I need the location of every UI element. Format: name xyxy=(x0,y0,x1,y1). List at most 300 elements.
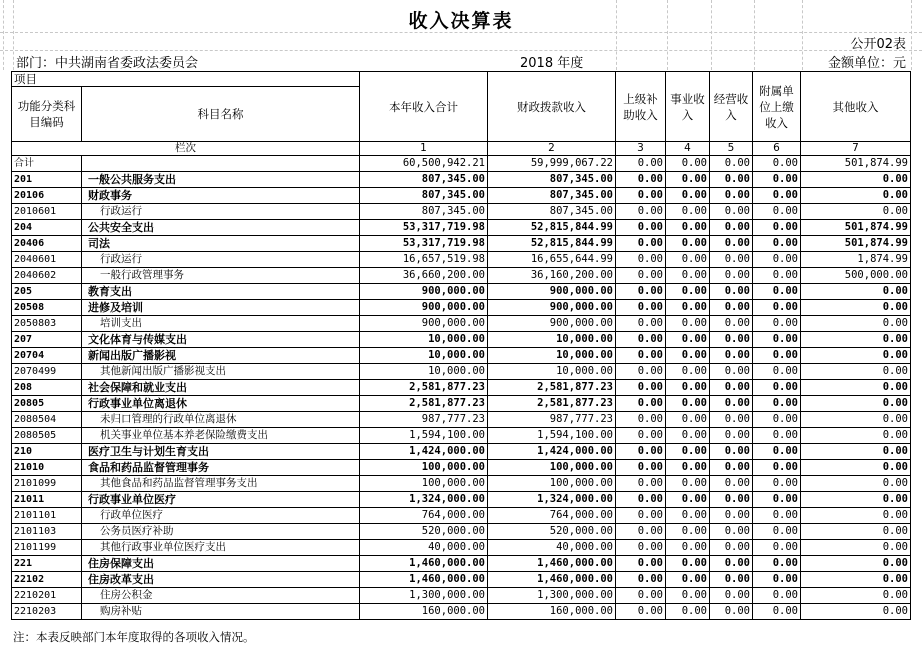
amount-cell: 10,000.00 xyxy=(488,348,616,364)
amount-cell: 0.00 xyxy=(616,572,666,588)
subject-code: 2080504 xyxy=(12,412,82,428)
table-row xyxy=(12,396,911,412)
amount-cell: 0.00 xyxy=(710,556,753,572)
amount-cell: 0.00 xyxy=(753,508,801,524)
amount-unit: 金额单位：元 xyxy=(827,56,906,71)
amount-cell: 0.00 xyxy=(616,204,666,220)
subject-code: 20106 xyxy=(12,188,82,204)
subject-name: 住房公积金 xyxy=(82,588,360,604)
table-row xyxy=(12,524,911,540)
amount-cell: 2,581,877.23 xyxy=(488,380,616,396)
amount-cell: 501,874.99 xyxy=(801,236,911,252)
subject-code: 2101103 xyxy=(12,524,82,540)
subject-name: 购房补贴 xyxy=(82,604,360,620)
subject-name: 文化体育与传媒支出 xyxy=(82,332,360,348)
col-header-operation: 经营收入 xyxy=(710,72,753,142)
amount-cell: 1,300,000.00 xyxy=(488,588,616,604)
subject-code: 2050803 xyxy=(12,316,82,332)
amount-cell: 36,160,200.00 xyxy=(488,268,616,284)
column-number: 4 xyxy=(666,142,710,156)
amount-cell: 0.00 xyxy=(616,412,666,428)
col-header-fiscal: 财政拨款收入 xyxy=(488,72,616,142)
subject-name: 住房保障支出 xyxy=(82,556,360,572)
amount-cell: 0.00 xyxy=(616,476,666,492)
amount-cell: 0.00 xyxy=(801,396,911,412)
amount-cell: 16,657,519.98 xyxy=(360,252,488,268)
amount-cell: 0.00 xyxy=(666,188,710,204)
column-number: 2 xyxy=(488,142,616,156)
amount-cell: 0.00 xyxy=(666,460,710,476)
subject-name xyxy=(82,156,360,172)
amount-cell: 0.00 xyxy=(753,236,801,252)
amount-cell: 0.00 xyxy=(666,540,710,556)
amount-cell: 0.00 xyxy=(753,156,801,172)
amount-cell: 0.00 xyxy=(801,524,911,540)
amount-cell: 1,324,000.00 xyxy=(488,492,616,508)
subject-code: 2210203 xyxy=(12,604,82,620)
amount-cell: 900,000.00 xyxy=(360,316,488,332)
header-row xyxy=(12,72,911,87)
amount-cell: 0.00 xyxy=(666,444,710,460)
amount-cell: 0.00 xyxy=(616,492,666,508)
amount-cell: 0.00 xyxy=(710,540,753,556)
subject-code: 2101101 xyxy=(12,508,82,524)
amount-cell: 1,594,100.00 xyxy=(488,428,616,444)
amount-cell: 0.00 xyxy=(801,556,911,572)
amount-cell: 0.00 xyxy=(801,476,911,492)
amount-cell: 10,000.00 xyxy=(360,332,488,348)
subject-name: 公共安全支出 xyxy=(82,220,360,236)
table-row xyxy=(12,284,911,300)
amount-cell: 0.00 xyxy=(710,204,753,220)
table-row xyxy=(12,252,911,268)
amount-cell: 0.00 xyxy=(753,188,801,204)
subject-code: 21010 xyxy=(12,460,82,476)
amount-cell: 0.00 xyxy=(616,300,666,316)
amount-cell: 0.00 xyxy=(616,252,666,268)
amount-cell: 0.00 xyxy=(753,316,801,332)
subject-name: 行政运行 xyxy=(82,204,360,220)
subject-code: 205 xyxy=(12,284,82,300)
amount-cell: 160,000.00 xyxy=(488,604,616,620)
amount-cell: 0.00 xyxy=(666,348,710,364)
table-row xyxy=(12,540,911,556)
column-number-row xyxy=(12,142,911,156)
subject-code: 22102 xyxy=(12,572,82,588)
amount-cell: 0.00 xyxy=(710,524,753,540)
column-number: 1 xyxy=(360,142,488,156)
amount-cell: 0.00 xyxy=(666,284,710,300)
subject-code: 2210201 xyxy=(12,588,82,604)
amount-cell: 2,581,877.23 xyxy=(360,380,488,396)
table-row xyxy=(12,444,911,460)
amount-cell: 0.00 xyxy=(710,412,753,428)
amount-cell: 0.00 xyxy=(666,252,710,268)
amount-cell: 807,345.00 xyxy=(360,172,488,188)
amount-cell: 0.00 xyxy=(801,572,911,588)
amount-cell: 0.00 xyxy=(801,380,911,396)
subject-name: 进修及培训 xyxy=(82,300,360,316)
subject-name: 行政运行 xyxy=(82,252,360,268)
amount-cell: 0.00 xyxy=(753,476,801,492)
amount-cell: 0.00 xyxy=(801,332,911,348)
amount-cell: 0.00 xyxy=(710,252,753,268)
amount-cell: 0.00 xyxy=(710,348,753,364)
amount-cell: 2,581,877.23 xyxy=(488,396,616,412)
amount-cell: 0.00 xyxy=(666,316,710,332)
amount-cell: 900,000.00 xyxy=(488,300,616,316)
amount-cell: 1,460,000.00 xyxy=(360,572,488,588)
amount-cell: 0.00 xyxy=(801,348,911,364)
amount-cell: 40,000.00 xyxy=(360,540,488,556)
amount-cell: 0.00 xyxy=(801,188,911,204)
subject-code: 2040602 xyxy=(12,268,82,284)
amount-cell: 0.00 xyxy=(801,492,911,508)
table-row xyxy=(12,412,911,428)
amount-cell: 900,000.00 xyxy=(488,316,616,332)
amount-cell: 0.00 xyxy=(710,476,753,492)
amount-cell: 0.00 xyxy=(753,428,801,444)
amount-cell: 0.00 xyxy=(666,172,710,188)
subject-code: 20406 xyxy=(12,236,82,252)
form-code: 公开02表 xyxy=(850,37,906,52)
amount-cell: 0.00 xyxy=(616,156,666,172)
subject-name: 公务员医疗补助 xyxy=(82,524,360,540)
subject-name: 教育支出 xyxy=(82,284,360,300)
amount-cell: 0.00 xyxy=(666,492,710,508)
amount-cell: 0.00 xyxy=(753,348,801,364)
amount-cell: 900,000.00 xyxy=(488,284,616,300)
subject-code: 2010601 xyxy=(12,204,82,220)
amount-cell: 100,000.00 xyxy=(360,476,488,492)
report-title: 收入决算表 xyxy=(408,10,514,32)
amount-cell: 0.00 xyxy=(616,380,666,396)
subject-name: 行政事业单位医疗 xyxy=(82,492,360,508)
amount-cell: 0.00 xyxy=(753,364,801,380)
amount-cell: 0.00 xyxy=(710,156,753,172)
subject-name: 社会保障和就业支出 xyxy=(82,380,360,396)
amount-cell: 0.00 xyxy=(616,236,666,252)
amount-cell: 1,324,000.00 xyxy=(360,492,488,508)
amount-cell: 0.00 xyxy=(801,604,911,620)
subject-name: 一般行政管理事务 xyxy=(82,268,360,284)
amount-cell: 0.00 xyxy=(666,380,710,396)
subject-code: 2040601 xyxy=(12,252,82,268)
amount-cell: 0.00 xyxy=(753,604,801,620)
amount-cell: 53,317,719.98 xyxy=(360,220,488,236)
subject-name: 财政事务 xyxy=(82,188,360,204)
amount-cell: 0.00 xyxy=(666,156,710,172)
amount-cell: 0.00 xyxy=(666,572,710,588)
table-row xyxy=(12,428,911,444)
income-table xyxy=(11,71,911,620)
table-row xyxy=(12,476,911,492)
amount-cell: 0.00 xyxy=(753,252,801,268)
amount-cell: 10,000.00 xyxy=(360,348,488,364)
amount-cell: 0.00 xyxy=(710,332,753,348)
amount-cell: 10,000.00 xyxy=(488,332,616,348)
amount-cell: 0.00 xyxy=(801,588,911,604)
amount-cell: 0.00 xyxy=(710,428,753,444)
subject-code: 20704 xyxy=(12,348,82,364)
amount-cell: 0.00 xyxy=(710,380,753,396)
table-row xyxy=(12,172,911,188)
amount-cell: 0.00 xyxy=(753,540,801,556)
amount-cell: 2,581,877.23 xyxy=(360,396,488,412)
subject-code: 2101099 xyxy=(12,476,82,492)
amount-cell: 60,500,942.21 xyxy=(360,156,488,172)
amount-cell: 501,874.99 xyxy=(801,220,911,236)
table-row xyxy=(12,492,911,508)
subject-name: 住房改革支出 xyxy=(82,572,360,588)
amount-cell: 0.00 xyxy=(710,588,753,604)
amount-cell: 0.00 xyxy=(753,284,801,300)
subject-code: 210 xyxy=(12,444,82,460)
amount-cell: 0.00 xyxy=(616,524,666,540)
amount-cell: 764,000.00 xyxy=(360,508,488,524)
amount-cell: 0.00 xyxy=(801,300,911,316)
amount-cell: 59,999,067.22 xyxy=(488,156,616,172)
amount-cell: 0.00 xyxy=(616,364,666,380)
amount-cell: 1,874.99 xyxy=(801,252,911,268)
amount-cell: 160,000.00 xyxy=(360,604,488,620)
table-row xyxy=(12,380,911,396)
amount-cell: 520,000.00 xyxy=(360,524,488,540)
amount-cell: 0.00 xyxy=(616,444,666,460)
subject-name: 一般公共服务支出 xyxy=(82,172,360,188)
amount-cell: 100,000.00 xyxy=(360,460,488,476)
amount-cell: 40,000.00 xyxy=(488,540,616,556)
subject-code: 21011 xyxy=(12,492,82,508)
amount-cell: 0.00 xyxy=(666,268,710,284)
amount-cell: 0.00 xyxy=(710,364,753,380)
subject-code: 2070499 xyxy=(12,364,82,380)
amount-cell: 0.00 xyxy=(710,572,753,588)
subject-code: 207 xyxy=(12,332,82,348)
subject-name: 行政事业单位离退休 xyxy=(82,396,360,412)
amount-cell: 0.00 xyxy=(666,332,710,348)
column-number: 6 xyxy=(753,142,801,156)
table-row xyxy=(12,188,911,204)
amount-cell: 52,815,844.99 xyxy=(488,236,616,252)
table-row xyxy=(12,332,911,348)
amount-cell: 10,000.00 xyxy=(360,364,488,380)
column-number: 3 xyxy=(616,142,666,156)
project-header: 项目 xyxy=(12,72,360,87)
amount-cell: 0.00 xyxy=(666,524,710,540)
amount-cell: 500,000.00 xyxy=(801,268,911,284)
amount-cell: 0.00 xyxy=(666,236,710,252)
amount-cell: 520,000.00 xyxy=(488,524,616,540)
amount-cell: 0.00 xyxy=(753,556,801,572)
subject-code: 2080505 xyxy=(12,428,82,444)
subject-name: 其他行政事业单位医疗支出 xyxy=(82,540,360,556)
amount-cell: 0.00 xyxy=(753,268,801,284)
amount-cell: 0.00 xyxy=(616,508,666,524)
amount-cell: 0.00 xyxy=(616,428,666,444)
table-row xyxy=(12,508,911,524)
col-header-superior: 上级补助收入 xyxy=(616,72,666,142)
amount-cell: 0.00 xyxy=(801,172,911,188)
amount-cell: 0.00 xyxy=(616,588,666,604)
table-row xyxy=(12,604,911,620)
column-number-label: 栏次 xyxy=(12,142,360,156)
subject-code: 20805 xyxy=(12,396,82,412)
amount-cell: 764,000.00 xyxy=(488,508,616,524)
table-row xyxy=(12,204,911,220)
subject-name: 其他食品和药品监督管理事务支出 xyxy=(82,476,360,492)
amount-cell: 0.00 xyxy=(753,380,801,396)
amount-cell: 0.00 xyxy=(801,364,911,380)
sheet-guide-line xyxy=(0,50,922,51)
amount-cell: 0.00 xyxy=(801,412,911,428)
subject-name: 未归口管理的行政单位离退休 xyxy=(82,412,360,428)
amount-cell: 0.00 xyxy=(666,476,710,492)
table-row xyxy=(12,556,911,572)
amount-cell: 0.00 xyxy=(753,524,801,540)
subject-name: 培训支出 xyxy=(82,316,360,332)
amount-cell: 0.00 xyxy=(801,460,911,476)
amount-cell: 0.00 xyxy=(710,300,753,316)
amount-cell: 0.00 xyxy=(753,204,801,220)
subject-name: 司法 xyxy=(82,236,360,252)
column-number: 5 xyxy=(710,142,753,156)
amount-cell: 0.00 xyxy=(616,460,666,476)
amount-cell: 16,655,644.99 xyxy=(488,252,616,268)
amount-cell: 1,460,000.00 xyxy=(360,556,488,572)
amount-cell: 53,317,719.98 xyxy=(360,236,488,252)
amount-cell: 0.00 xyxy=(710,220,753,236)
amount-cell: 52,815,844.99 xyxy=(488,220,616,236)
amount-cell: 0.00 xyxy=(666,220,710,236)
amount-cell: 0.00 xyxy=(753,492,801,508)
amount-cell: 0.00 xyxy=(666,204,710,220)
subject-name: 医疗卫生与计划生育支出 xyxy=(82,444,360,460)
amount-cell: 0.00 xyxy=(616,396,666,412)
amount-cell: 0.00 xyxy=(616,332,666,348)
amount-cell: 807,345.00 xyxy=(488,188,616,204)
subject-name: 食品和药品监督管理事务 xyxy=(82,460,360,476)
amount-cell: 900,000.00 xyxy=(360,284,488,300)
amount-cell: 10,000.00 xyxy=(488,364,616,380)
amount-cell: 0.00 xyxy=(753,172,801,188)
amount-cell: 0.00 xyxy=(710,188,753,204)
amount-cell: 501,874.99 xyxy=(801,156,911,172)
amount-cell: 0.00 xyxy=(753,444,801,460)
amount-cell: 0.00 xyxy=(801,508,911,524)
amount-cell: 0.00 xyxy=(616,316,666,332)
table-row xyxy=(12,364,911,380)
amount-cell: 0.00 xyxy=(710,172,753,188)
amount-cell: 0.00 xyxy=(616,220,666,236)
amount-cell: 0.00 xyxy=(753,588,801,604)
amount-cell: 0.00 xyxy=(616,556,666,572)
amount-cell: 36,660,200.00 xyxy=(360,268,488,284)
code-column-header: 功能分类科目编码 xyxy=(12,87,82,142)
table-row xyxy=(12,300,911,316)
table-row xyxy=(12,268,911,284)
amount-cell: 0.00 xyxy=(616,188,666,204)
subject-name: 其他新闻出版广播影视支出 xyxy=(82,364,360,380)
amount-cell: 0.00 xyxy=(710,604,753,620)
amount-cell: 987,777.23 xyxy=(488,412,616,428)
col-header-business: 事业收入 xyxy=(666,72,710,142)
amount-cell: 0.00 xyxy=(616,540,666,556)
amount-cell: 0.00 xyxy=(753,460,801,476)
amount-cell: 0.00 xyxy=(710,284,753,300)
subject-name: 行政单位医疗 xyxy=(82,508,360,524)
amount-cell: 0.00 xyxy=(753,300,801,316)
amount-cell: 0.00 xyxy=(801,204,911,220)
subject-code: 合计 xyxy=(12,156,82,172)
amount-cell: 1,594,100.00 xyxy=(360,428,488,444)
amount-cell: 0.00 xyxy=(753,220,801,236)
amount-cell: 0.00 xyxy=(666,300,710,316)
amount-cell: 0.00 xyxy=(616,268,666,284)
subject-name: 机关事业单位基本养老保险缴费支出 xyxy=(82,428,360,444)
amount-cell: 0.00 xyxy=(666,396,710,412)
column-number: 7 xyxy=(801,142,911,156)
amount-cell: 1,300,000.00 xyxy=(360,588,488,604)
subject-code: 20508 xyxy=(12,300,82,316)
subject-code: 221 xyxy=(12,556,82,572)
amount-cell: 1,460,000.00 xyxy=(488,556,616,572)
col-header-other: 其他收入 xyxy=(801,72,911,142)
amount-cell: 1,424,000.00 xyxy=(488,444,616,460)
amount-cell: 807,345.00 xyxy=(488,172,616,188)
amount-cell: 0.00 xyxy=(616,284,666,300)
amount-cell: 0.00 xyxy=(753,332,801,348)
amount-cell: 0.00 xyxy=(801,540,911,556)
amount-cell: 100,000.00 xyxy=(488,476,616,492)
table-row xyxy=(12,220,911,236)
amount-cell: 100,000.00 xyxy=(488,460,616,476)
total-row xyxy=(12,156,911,172)
amount-cell: 0.00 xyxy=(710,460,753,476)
subject-code: 2101199 xyxy=(12,540,82,556)
table-row xyxy=(12,572,911,588)
amount-cell: 0.00 xyxy=(710,268,753,284)
amount-cell: 807,345.00 xyxy=(360,188,488,204)
table-row xyxy=(12,588,911,604)
amount-cell: 0.00 xyxy=(616,172,666,188)
amount-cell: 0.00 xyxy=(666,556,710,572)
subject-code: 208 xyxy=(12,380,82,396)
col-header-total: 本年收入合计 xyxy=(360,72,488,142)
table-row xyxy=(12,236,911,252)
amount-cell: 0.00 xyxy=(666,588,710,604)
amount-cell: 0.00 xyxy=(753,572,801,588)
amount-cell: 0.00 xyxy=(801,284,911,300)
amount-cell: 0.00 xyxy=(616,348,666,364)
table-row xyxy=(12,316,911,332)
amount-cell: 0.00 xyxy=(753,396,801,412)
amount-cell: 0.00 xyxy=(666,604,710,620)
amount-cell: 0.00 xyxy=(801,444,911,460)
subject-code: 201 xyxy=(12,172,82,188)
amount-cell: 0.00 xyxy=(710,492,753,508)
amount-cell: 0.00 xyxy=(616,604,666,620)
footnote: 注：本表反映部门本年度取得的各项收入情况。 xyxy=(13,630,255,644)
department-label: 部门：中共湖南省委政法委员会 xyxy=(16,56,199,71)
amount-cell: 0.00 xyxy=(710,444,753,460)
amount-cell: 987,777.23 xyxy=(360,412,488,428)
name-column-header: 科目名称 xyxy=(82,87,360,142)
subject-name: 新闻出版广播影视 xyxy=(82,348,360,364)
amount-cell: 0.00 xyxy=(710,508,753,524)
amount-cell: 0.00 xyxy=(666,508,710,524)
fiscal-year: 2018 年度 xyxy=(520,56,584,71)
